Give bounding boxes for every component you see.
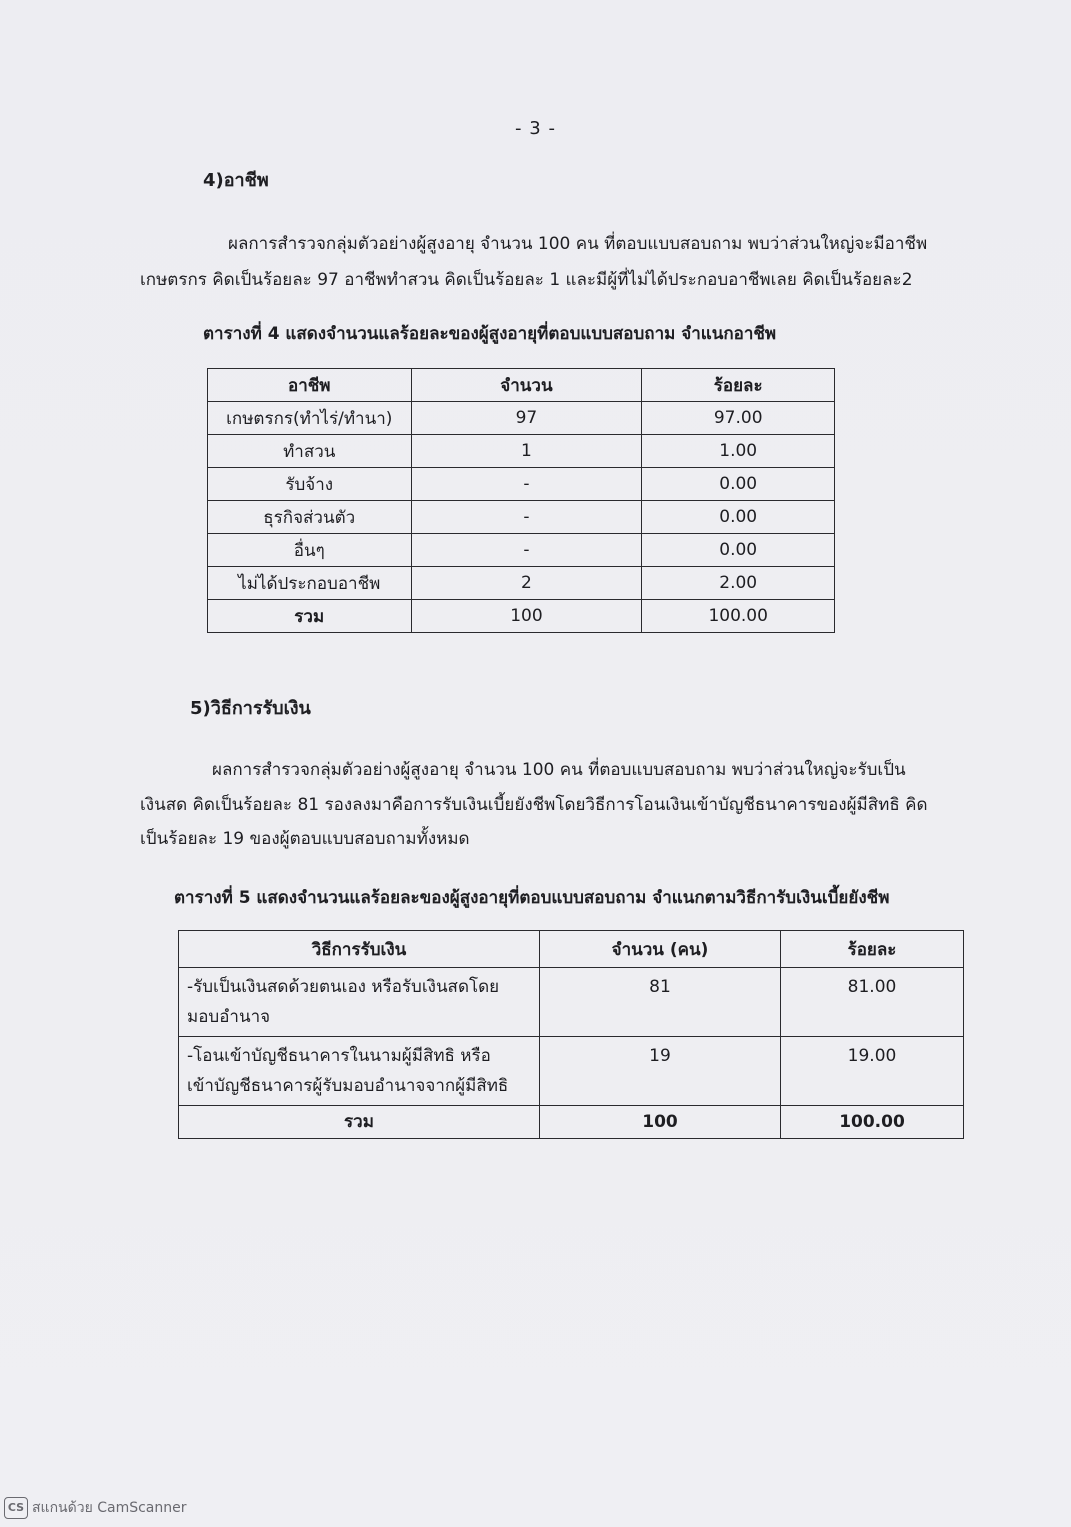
page-number: - 3 - (515, 118, 556, 139)
table-row (208, 567, 835, 600)
cell-count: 97 (411, 402, 642, 435)
header-percent: ร้อยละ (781, 931, 964, 968)
table-5-payment-method (178, 930, 964, 1139)
cell-occupation: ธุรกิจส่วนตัว (208, 501, 412, 534)
cell-total-count: 100 (540, 1106, 781, 1139)
camscanner-logo-icon: CS (4, 1497, 28, 1519)
table-4-occupation (207, 368, 835, 633)
camscanner-watermark (4, 1497, 187, 1519)
header-occupation: อาชีพ (208, 369, 412, 402)
section-5-paragraph-line-1: ผลการสำรวจกลุ่มตัวอย่างผู้สูงอายุ จำนวน 100 คน ที่ตอบแบบสอบถาม พบว่าส่วนใหญ่จะรับเป็น (212, 760, 906, 780)
cell-count: 81 (540, 968, 781, 1037)
cell-count: 1 (411, 435, 642, 468)
cell-percent: 0.00 (642, 501, 835, 534)
table-row (179, 1037, 964, 1106)
cell-method (179, 968, 540, 1037)
cell-method (179, 1037, 540, 1106)
cell-occupation: ไม่ได้ประกอบอาชีพ (208, 567, 412, 600)
cell-percent: 1.00 (642, 435, 835, 468)
cell-method-line: -รับเป็นเงินสดด้วยตนเอง หรือรับเงินสดโดย (187, 977, 500, 997)
watermark-text: สแกนด้วย CamScanner (32, 1500, 187, 1516)
cell-percent: 97.00 (642, 402, 835, 435)
cell-count: 19 (540, 1037, 781, 1106)
cell-method-line: -โอนเข้าบัญชีธนาคารในนามผู้มีสิทธิ หรือ (187, 1046, 491, 1066)
cell-count: - (411, 501, 642, 534)
cell-percent: 19.00 (781, 1037, 964, 1106)
table-row (208, 501, 835, 534)
section-5-paragraph-line-2: เงินสด คิดเป็นร้อยละ 81 รองลงมาคือการรับเงินเบี้ยยังชีพโดยวิธีการโอนเงินเข้าบัญชีธนาคารของผู้มีสิทธิ คิด (140, 795, 928, 815)
section-4-paragraph-line-2: เกษตรกร คิดเป็นร้อยละ 97 อาชีพทำสวน คิดเป็นร้อยละ 1 และมีผู้ที่ไม่ได้ประกอบอาชีพเลย คิดเป็นร้อยละ2 (140, 270, 913, 290)
section-5-paragraph-line-3: เป็นร้อยละ 19 ของผู้ตอบแบบสอบถามทั้งหมด (140, 829, 470, 849)
table-row (208, 435, 835, 468)
table-header-row (179, 931, 964, 968)
cell-percent: 0.00 (642, 468, 835, 501)
cell-percent: 0.00 (642, 534, 835, 567)
table-row (208, 468, 835, 501)
cell-total-percent: 100.00 (642, 600, 835, 633)
cell-total-label: รวม (208, 600, 412, 633)
cell-total-count: 100 (411, 600, 642, 633)
table-total-row (179, 1106, 964, 1139)
table-row (179, 968, 964, 1037)
section-4-paragraph-line-1: ผลการสำรวจกลุ่มตัวอย่างผู้สูงอายุ จำนวน 100 คน ที่ตอบแบบสอบถาม พบว่าส่วนใหญ่จะมีอาชีพ (228, 234, 928, 254)
table-total-row (208, 600, 835, 633)
table-header-row (208, 369, 835, 402)
cell-total-label: รวม (179, 1106, 540, 1139)
cell-occupation: อื่นๆ (208, 534, 412, 567)
header-count: จำนวน (411, 369, 642, 402)
cell-total-percent: 100.00 (781, 1106, 964, 1139)
table-5-caption: ตารางที่ 5 แสดงจำนวนแลร้อยละของผู้สูงอายุที่ตอบแบบสอบถาม จำแนกตามวิธีการับเงินเบี้ยยังชีพ (174, 888, 890, 908)
cell-count: - (411, 468, 642, 501)
section-5-heading: 5)วิธีการรับเงิน (190, 698, 311, 719)
header-count: จำนวน (คน) (540, 931, 781, 968)
cell-count: 2 (411, 567, 642, 600)
cell-method-line: มอบอำนาจ (187, 1007, 271, 1027)
cell-occupation: เกษตรกร(ทำไร่/ทำนา) (208, 402, 412, 435)
header-percent: ร้อยละ (642, 369, 835, 402)
section-4-heading: 4)อาชีพ (203, 170, 269, 191)
cell-percent: 81.00 (781, 968, 964, 1037)
table-row (208, 534, 835, 567)
cell-occupation: ทำสวน (208, 435, 412, 468)
cell-count: - (411, 534, 642, 567)
table-4-caption: ตารางที่ 4 แสดงจำนวนแลร้อยละของผู้สูงอายุที่ตอบแบบสอบถาม จำแนกอาชีพ (203, 324, 777, 344)
header-method: วิธีการรับเงิน (179, 931, 540, 968)
table-row (208, 402, 835, 435)
cell-occupation: รับจ้าง (208, 468, 412, 501)
cell-method-line: เข้าบัญชีธนาคารผู้รับมอบอำนาจจากผู้มีสิทธิ (187, 1076, 509, 1096)
cell-percent: 2.00 (642, 567, 835, 600)
